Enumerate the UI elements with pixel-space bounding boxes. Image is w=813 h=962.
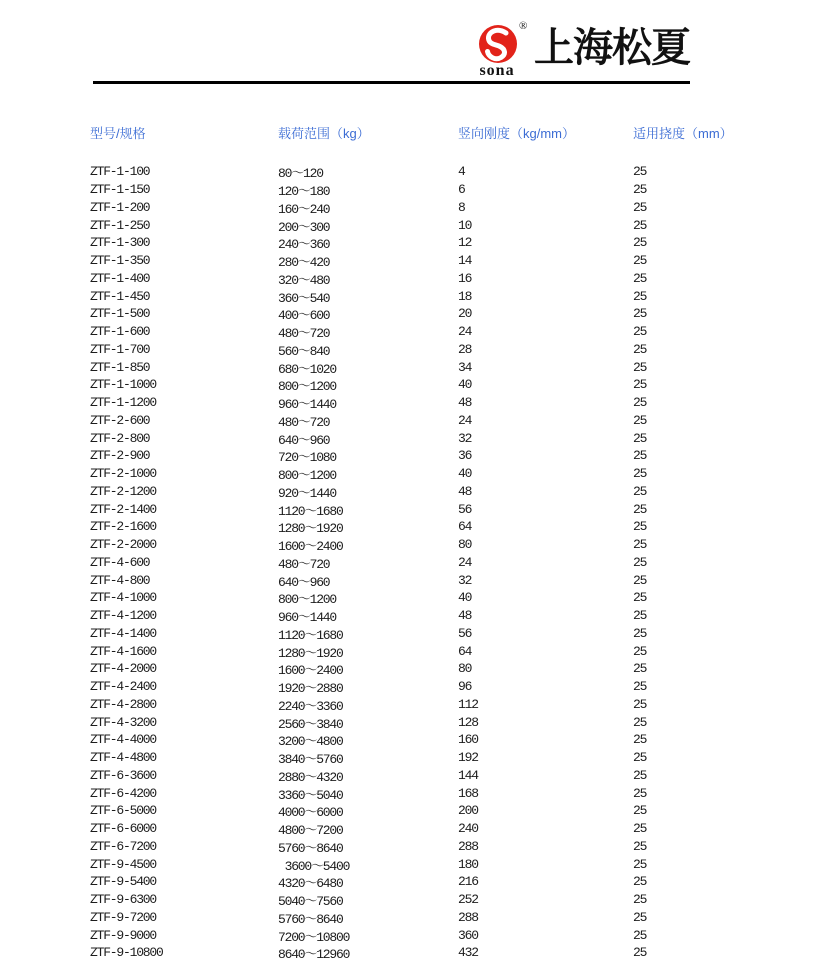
- stiffness-cell: 48: [458, 608, 472, 624]
- load-range-cell: 400～600: [278, 308, 330, 324]
- load-range-cell: 800～1200: [278, 379, 337, 395]
- table-row: [90, 252, 770, 270]
- stiffness-cell: 64: [458, 519, 472, 535]
- stiffness-cell: 12: [458, 235, 472, 251]
- deflection-cell: 25: [633, 679, 647, 695]
- load-range-cell: 240～360: [278, 237, 330, 253]
- stiffness-cell: 96: [458, 679, 472, 695]
- deflection-cell: 25: [633, 838, 647, 854]
- stiffness-cell: 432: [458, 945, 478, 961]
- table-row: [90, 341, 770, 359]
- deflection-cell: 25: [633, 696, 647, 712]
- company-name: 上海松夏: [534, 26, 690, 70]
- table-row: [90, 926, 770, 944]
- table-header-row: [90, 127, 770, 141]
- stiffness-cell: 192: [458, 750, 478, 766]
- model-cell: ZTF-1-350: [90, 253, 150, 269]
- stiffness-cell: 24: [458, 554, 472, 570]
- load-range-cell: 3200～4800: [278, 734, 343, 750]
- model-cell: ZTF-2-1000: [90, 466, 157, 482]
- table-row: [90, 838, 770, 856]
- load-range-cell: 2880～4320: [278, 769, 343, 785]
- model-cell: ZTF-4-2000: [90, 661, 157, 677]
- table-row: [90, 660, 770, 678]
- spec-table: [90, 127, 770, 962]
- table-row: [90, 465, 770, 483]
- stiffness-cell: 80: [458, 537, 472, 553]
- stiffness-cell: 80: [458, 661, 472, 677]
- model-cell: ZTF-1-400: [90, 270, 150, 286]
- deflection-cell: 25: [633, 341, 647, 357]
- stiffness-cell: 40: [458, 377, 472, 393]
- load-range-cell: 160～240: [278, 201, 330, 217]
- deflection-cell: 25: [633, 714, 647, 730]
- model-cell: ZTF-1-200: [90, 199, 150, 215]
- load-range-cell: 1280～1920: [278, 521, 343, 537]
- stiffness-cell: 180: [458, 856, 478, 872]
- table-row: [90, 394, 770, 412]
- table-row: [90, 270, 770, 288]
- load-range-cell: 80～120: [278, 166, 323, 182]
- table-row: [90, 589, 770, 607]
- stiffness-cell: 32: [458, 572, 472, 588]
- deflection-cell: 25: [633, 164, 647, 180]
- stiffness-cell: 216: [458, 874, 478, 890]
- deflection-cell: 25: [633, 661, 647, 677]
- load-range-cell: 480～720: [278, 326, 330, 342]
- deflection-cell: 25: [633, 270, 647, 286]
- load-range-cell: 5760～8640: [278, 911, 343, 927]
- sona-logo-icon: [479, 25, 517, 63]
- deflection-cell: 25: [633, 927, 647, 943]
- load-range-cell: 4800～7200: [278, 823, 343, 839]
- table-row: [90, 731, 770, 749]
- load-range-cell: 120～180: [278, 184, 330, 200]
- load-range-cell: 1280～1920: [278, 645, 343, 661]
- deflection-cell: 25: [633, 732, 647, 748]
- model-cell: ZTF-6-3600: [90, 767, 157, 783]
- stiffness-cell: 18: [458, 288, 472, 304]
- model-cell: ZTF-2-600: [90, 412, 150, 428]
- model-cell: ZTF-1-450: [90, 288, 150, 304]
- model-cell: ZTF-4-4800: [90, 750, 157, 766]
- model-cell: ZTF-9-10800: [90, 945, 163, 961]
- column-header-load-range: 载荷范围（kg）: [278, 126, 370, 141]
- table-row: [90, 536, 770, 554]
- load-range-cell: 920～1440: [278, 485, 337, 501]
- stiffness-cell: 40: [458, 466, 472, 482]
- table-row: [90, 554, 770, 572]
- model-cell: ZTF-2-2000: [90, 537, 157, 553]
- table-row: [90, 909, 770, 927]
- table-row: [90, 784, 770, 802]
- model-cell: ZTF-1-850: [90, 359, 150, 375]
- load-range-cell: 480～720: [278, 414, 330, 430]
- load-range-cell: 4320～6480: [278, 876, 343, 892]
- stiffness-cell: 48: [458, 395, 472, 411]
- load-range-cell: 960～1440: [278, 397, 337, 413]
- deflection-cell: 25: [633, 519, 647, 535]
- model-cell: ZTF-1-250: [90, 217, 150, 233]
- model-cell: ZTF-9-7200: [90, 909, 157, 925]
- load-range-cell: 5040～7560: [278, 894, 343, 910]
- deflection-cell: 25: [633, 217, 647, 233]
- load-range-cell: 320～480: [278, 272, 330, 288]
- table-row: [90, 199, 770, 217]
- table-body: [90, 163, 770, 962]
- table-row: [90, 820, 770, 838]
- stiffness-cell: 24: [458, 324, 472, 340]
- load-range-cell: 720～1080: [278, 450, 337, 466]
- model-cell: ZTF-1-600: [90, 324, 150, 340]
- table-row: [90, 376, 770, 394]
- table-row: [90, 429, 770, 447]
- load-range-cell: 640～960: [278, 574, 330, 590]
- model-cell: ZTF-1-300: [90, 235, 150, 251]
- table-row: [90, 749, 770, 767]
- stiffness-cell: 28: [458, 341, 472, 357]
- model-cell: ZTF-2-1400: [90, 501, 157, 517]
- deflection-cell: 25: [633, 856, 647, 872]
- deflection-cell: 25: [633, 466, 647, 482]
- model-cell: ZTF-9-5400: [90, 874, 157, 890]
- model-cell: ZTF-6-5000: [90, 803, 157, 819]
- load-range-cell: 1120～1680: [278, 503, 343, 519]
- model-cell: ZTF-4-800: [90, 572, 150, 588]
- model-cell: ZTF-6-4200: [90, 785, 157, 801]
- deflection-cell: 25: [633, 892, 647, 908]
- deflection-cell: 25: [633, 643, 647, 659]
- deflection-cell: 25: [633, 608, 647, 624]
- deflection-cell: 25: [633, 395, 647, 411]
- load-range-cell: 560～840: [278, 343, 330, 359]
- model-cell: ZTF-1-500: [90, 306, 150, 322]
- load-range-cell: 680～1020: [278, 361, 337, 377]
- deflection-cell: 25: [633, 182, 647, 198]
- model-cell: ZTF-9-6300: [90, 892, 157, 908]
- model-cell: ZTF-4-3200: [90, 714, 157, 730]
- table-row: [90, 518, 770, 536]
- deflection-cell: 25: [633, 324, 647, 340]
- model-cell: ZTF-4-4000: [90, 732, 157, 748]
- stiffness-cell: 112: [458, 696, 478, 712]
- model-cell: ZTF-1-150: [90, 182, 150, 198]
- load-range-cell: 360～540: [278, 290, 330, 306]
- stiffness-cell: 14: [458, 253, 472, 269]
- load-range-cell: 8640～12960: [278, 947, 350, 962]
- table-row: [90, 181, 770, 199]
- table-row: [90, 696, 770, 714]
- stiffness-cell: 240: [458, 821, 478, 837]
- model-cell: ZTF-1-1200: [90, 395, 157, 411]
- stiffness-cell: 252: [458, 892, 478, 908]
- column-header-stiffness: 竖向刚度（kg/mm）: [458, 126, 576, 141]
- load-range-cell: 800～1200: [278, 592, 337, 608]
- model-cell: ZTF-1-700: [90, 341, 150, 357]
- deflection-cell: 25: [633, 821, 647, 837]
- model-cell: ZTF-6-7200: [90, 838, 157, 854]
- table-row: [90, 571, 770, 589]
- model-cell: ZTF-4-1200: [90, 608, 157, 624]
- deflection-cell: 25: [633, 448, 647, 464]
- deflection-cell: 25: [633, 253, 647, 269]
- stiffness-cell: 16: [458, 270, 472, 286]
- deflection-cell: 25: [633, 501, 647, 517]
- model-cell: ZTF-1-100: [90, 164, 150, 180]
- table-row: [90, 678, 770, 696]
- model-cell: ZTF-2-900: [90, 448, 150, 464]
- stiffness-cell: 360: [458, 927, 478, 943]
- load-range-cell: 2560～3840: [278, 716, 343, 732]
- model-cell: ZTF-4-600: [90, 554, 150, 570]
- stiffness-cell: 48: [458, 483, 472, 499]
- model-cell: ZTF-4-1400: [90, 625, 157, 641]
- table-row: [90, 163, 770, 181]
- model-cell: ZTF-2-1200: [90, 483, 157, 499]
- model-cell: ZTF-4-1000: [90, 590, 157, 606]
- load-range-cell: 280～420: [278, 255, 330, 271]
- load-range-cell: 960～1440: [278, 610, 337, 626]
- model-cell: ZTF-6-6000: [90, 821, 157, 837]
- load-range-cell: 5760～8640: [278, 840, 343, 856]
- stiffness-cell: 40: [458, 590, 472, 606]
- load-range-cell: 3840～5760: [278, 752, 343, 768]
- deflection-cell: 25: [633, 909, 647, 925]
- stiffness-cell: 32: [458, 430, 472, 446]
- load-range-cell: 7200～10800: [278, 929, 350, 945]
- deflection-cell: 25: [633, 590, 647, 606]
- table-row: [90, 767, 770, 785]
- stiffness-cell: 288: [458, 909, 478, 925]
- deflection-cell: 25: [633, 412, 647, 428]
- deflection-cell: 25: [633, 430, 647, 446]
- table-row: [90, 944, 770, 962]
- deflection-cell: 25: [633, 767, 647, 783]
- table-row: [90, 607, 770, 625]
- deflection-cell: 25: [633, 359, 647, 375]
- stiffness-cell: 56: [458, 501, 472, 517]
- load-range-cell: 1120～1680: [278, 627, 343, 643]
- load-range-cell: 1600～2400: [278, 663, 343, 679]
- header-divider: [93, 81, 690, 84]
- stiffness-cell: 8: [458, 199, 465, 215]
- deflection-cell: 25: [633, 572, 647, 588]
- load-range-cell: 480～720: [278, 556, 330, 572]
- table-row: [90, 447, 770, 465]
- table-row: [90, 358, 770, 376]
- sona-s-ball-icon: [479, 25, 517, 63]
- deflection-cell: 25: [633, 537, 647, 553]
- stiffness-cell: 34: [458, 359, 472, 375]
- registered-trademark: ®: [519, 20, 528, 32]
- load-range-cell: 200～300: [278, 219, 330, 235]
- deflection-cell: 25: [633, 625, 647, 641]
- model-cell: ZTF-4-2800: [90, 696, 157, 712]
- stiffness-cell: 20: [458, 306, 472, 322]
- brand-name: sona: [479, 62, 515, 79]
- table-row: [90, 287, 770, 305]
- deflection-cell: 25: [633, 785, 647, 801]
- load-range-cell: 2240～3360: [278, 698, 343, 714]
- load-range-cell: 1920～2880: [278, 681, 343, 697]
- stiffness-cell: 200: [458, 803, 478, 819]
- stiffness-cell: 160: [458, 732, 478, 748]
- table-row: [90, 802, 770, 820]
- column-header-deflection: 适用挠度（mm）: [633, 126, 733, 141]
- column-header-model: 型号/规格: [90, 126, 146, 141]
- table-row: [90, 873, 770, 891]
- stiffness-cell: 36: [458, 448, 472, 464]
- stiffness-cell: 6: [458, 182, 465, 198]
- table-row: [90, 625, 770, 643]
- table-row: [90, 305, 770, 323]
- deflection-cell: 25: [633, 945, 647, 961]
- load-range-cell: 800～1200: [278, 468, 337, 484]
- model-cell: ZTF-4-2400: [90, 679, 157, 695]
- load-range-cell: 4000～6000: [278, 805, 343, 821]
- load-range-cell: 1600～2400: [278, 539, 343, 555]
- model-cell: ZTF-9-4500: [90, 856, 157, 872]
- table-row: [90, 891, 770, 909]
- deflection-cell: 25: [633, 874, 647, 890]
- stiffness-cell: 10: [458, 217, 472, 233]
- table-row: [90, 500, 770, 518]
- table-row: [90, 412, 770, 430]
- load-range-cell: 3600～5400: [278, 858, 350, 874]
- load-range-cell: 3360～5040: [278, 787, 343, 803]
- table-row: [90, 713, 770, 731]
- deflection-cell: 25: [633, 306, 647, 322]
- table-row: [90, 855, 770, 873]
- table-row: [90, 323, 770, 341]
- deflection-cell: 25: [633, 288, 647, 304]
- stiffness-cell: 168: [458, 785, 478, 801]
- model-cell: ZTF-2-800: [90, 430, 150, 446]
- table-row: [90, 216, 770, 234]
- model-cell: ZTF-4-1600: [90, 643, 157, 659]
- table-row: [90, 483, 770, 501]
- deflection-cell: 25: [633, 377, 647, 393]
- deflection-cell: 25: [633, 803, 647, 819]
- load-range-cell: 640～960: [278, 432, 330, 448]
- stiffness-cell: 288: [458, 838, 478, 854]
- stiffness-cell: 144: [458, 767, 478, 783]
- deflection-cell: 25: [633, 235, 647, 251]
- model-cell: ZTF-2-1600: [90, 519, 157, 535]
- deflection-cell: 25: [633, 199, 647, 215]
- model-cell: ZTF-1-1000: [90, 377, 157, 393]
- table-row: [90, 234, 770, 252]
- deflection-cell: 25: [633, 554, 647, 570]
- stiffness-cell: 4: [458, 164, 465, 180]
- stiffness-cell: 128: [458, 714, 478, 730]
- stiffness-cell: 24: [458, 412, 472, 428]
- deflection-cell: 25: [633, 750, 647, 766]
- deflection-cell: 25: [633, 483, 647, 499]
- model-cell: ZTF-9-9000: [90, 927, 157, 943]
- table-row: [90, 642, 770, 660]
- stiffness-cell: 64: [458, 643, 472, 659]
- stiffness-cell: 56: [458, 625, 472, 641]
